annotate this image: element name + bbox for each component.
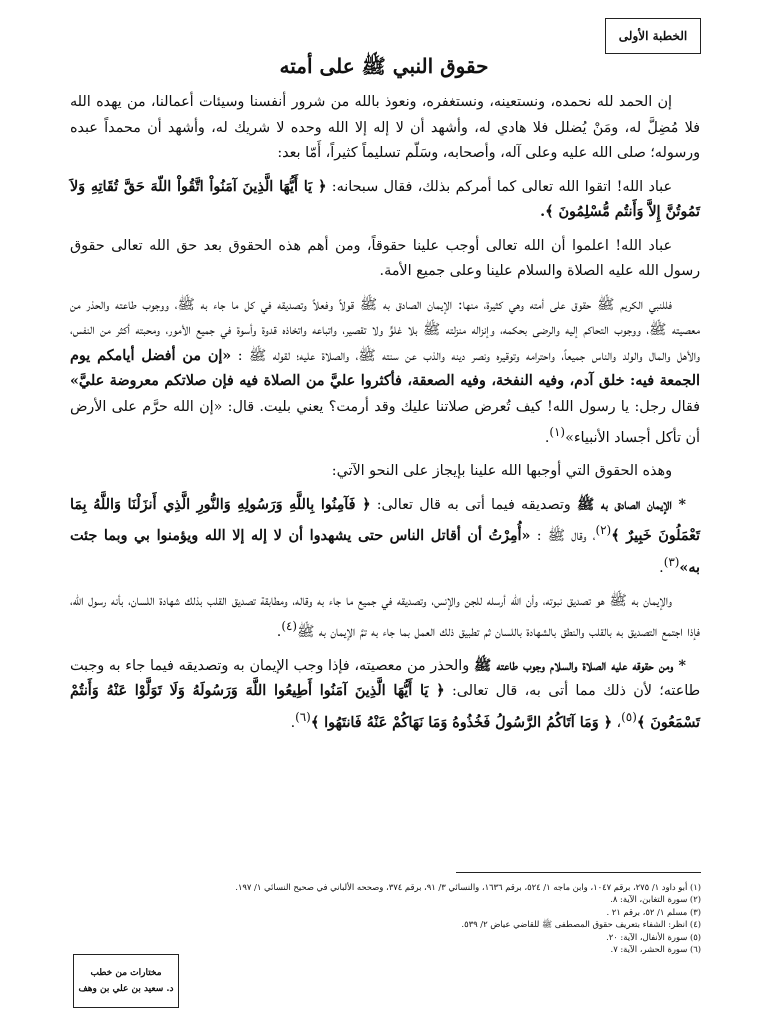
paragraph-obedience: * ومن حقوقه عليه الصلاة والسلام وجوب طاعته ﷺ والحذر من معصيته، فإذا وجب الإيمان به وتصديقه فيما جاء به وجبت طاعته؛ لأن ذلك مما أتى به، قال تعالى: ﴿ يَا أَيُّهَا الَّذِينَ آمَنُوا أَطِيعُوا اللَّهَ وَرَسُولَهُ وَلَا تَوَلَّوْا عَنْهُ وَأَنتُمْ تَسْمَعُونَ ﴾$^{(٥)}$، ﴿ وَمَا آتَاكُمُ الرَّسُولُ فَخُذُوهُ وَمَا نَهَاكُمْ عَنْهُ فَانتَهُوا ﴾$^{(٦)}$. (70, 657, 701, 731)
paragraph-summary: وهذه الحقوق التي أوجبها الله علينا بإيجاز على النحو الآتي: (331, 463, 672, 480)
paragraph-faith: * الإيمان الصادق به ﷺ وتصديقه فيما أتى به قال تعالى: ﴿ فَآمِنُوا بِاللَّهِ وَرَسُولِهِ وَالنُّورِ الَّذِي أَنزَلْنَا وَاللَّهُ بِمَا تَعْمَلُونَ خَبِيرٌ ﴾$^{(٢)}$، وقال ﷺ : «أُمِرْتُ أن أقاتل الناس حتى يشهدوا أن لا إله إلا الله ويؤمنوا بي وبما جئت به»$^{(٣)}$. (70, 496, 701, 576)
footnote: (٦) سورة الحشر، الآية: ٧. (610, 944, 701, 955)
credit-line-1: مختارات من خطب (90, 968, 162, 978)
faith-heading: * الإيمان الصادق به ﷺ (576, 496, 686, 513)
footnote-ref-6: (٦) (295, 709, 311, 724)
footnotes (121, 881, 701, 955)
hadith-friday: «إن من أفضل أيامكم يوم الجمعة فيه: خلق آدم، وفيه النفخة، وفيه الصعقة، فأكثروا عليَّ من الصلاة فيه فإن صلاتكم معروضة عليَّ» (70, 347, 700, 389)
obedience-heading: * ومن حقوقه عليه الصلاة والسلام وجوب طاعته ﷺ (473, 657, 687, 674)
paragraph-opening: إن الحمد لله نحمده، ونستعينه، ونستغفره، ونعوذ بالله من شرور أنفسنا وسيئات أعمالنا، من يهده الله فلا مُضِلَّ له، ومَنْ يُضلل فلا هادي له، وأشهد أن لا إله إلا الله وحده لا شريك له، وأشهد أن محمداً عبده ورسوله؛ صلى الله عليه وعلى آله، وأصحابه، وسَلّم تسليماً كثيراً، أَمّا بعد: (70, 94, 700, 161)
paragraph-taqwa (70, 175, 700, 226)
footnote-ref-1: (١) (549, 425, 566, 439)
quran-verse-anfal: ﴿ يَا أَيُّهَا الَّذِينَ آمَنُوا أَطِيعُوا اللَّهَ وَرَسُولَهُ وَلَا تَوَلَّوْا عَنْهُ وَأَنتُمْ تَسْمَعُونَ ﴾ (70, 683, 700, 731)
page-title: حقوق النبي ﷺ على أمته (279, 54, 489, 78)
footnote: (٣) مسلم ١/ ٥٢، برقم ٢١ . (606, 906, 701, 917)
faith-text: وتصديقه فيما أتى به قال تعالى: (376, 496, 571, 513)
footnote-ref-5: (٥) (621, 709, 637, 724)
credit-box (73, 954, 179, 1008)
faith-text-continuation: ، وقال ﷺ : (536, 528, 596, 545)
quran-verse-hashr: ﴿ وَمَا آتَاكُمُ الرَّسُولُ فَخُذُوهُ وَمَا نَهَاكُمْ عَنْهُ فَانتَهُوا ﴾ (310, 714, 612, 731)
taqwa-intro: عباد الله! اتقوا الله تعالى كما أمركم بذلك، فقال سبحانه: (331, 178, 673, 195)
faith-meaning-text: والإيمان به ﷺ هو تصديق نبوته، وأن الله أرسله للجن والإنس، وتصديقه في جميع ما جاء به وقاله، ومطابقة تصديق القلب بذلك شهادة اللسان، بأنه رسول الله، فإذا اجتمع التصديق به بالقلب والنطق بالشهادة باللسان ثم تطبيق ذلك العمل بما جاء به تمَّ الإيمان به ﷺ (70, 592, 700, 641)
sermon-label: الخطبة الأولى (618, 29, 688, 43)
hadith-umirtu: «أُمِرْتُ أن أقاتل الناس حتى يشهدوا أن لا إله إلا الله ويؤمنوا بي وبما جئت به» (70, 528, 700, 576)
obedience-text: والحذر من معصيته، فإذا وجب الإيمان به وتصديقه فيما جاء به وجبت طاعته؛ لأن ذلك مما أتى به، قال تعالى: (70, 657, 701, 700)
footnote-ref-4: (٤) (281, 619, 298, 634)
footnote: (١) أبو داود ١/ ٢٧٥، برقم ١٠٤٧، وابن ماجه ١/ ٥٢٤، برقم ١٦٣٦، والنسائي ٣/ ٩١، برقم ٣٧٤، وصححه الألباني في صحيح النسائي ١/ ١٩٧. (235, 882, 701, 892)
footnote: (٤) انظر: الشفاء بتعريف حقوق المصطفى ﷺ للقاضي عياض ٢/ ٥٣٩. (461, 919, 701, 930)
footnote-ref-3: (٣) (663, 554, 680, 569)
rights-list-text: فللنبي الكريم ﷺ حقوق على أمته وهي كثيرة، منها: الإيمان الصادق به ﷺ قولاً وفعلاً وتصديقه في كل ما جاء به ﷺ، ووجوب طاعته والحذر من معصيته ﷺ، ووجوب التحاكم إليه والرضى بحكمه، وإنزاله منزلته ﷺ بلا غلوٍّ ولا تقصير، واتباعه واتخاذه قدوة وأسوة في جميع الأمور، ومحبته أكثر من النفس، والأهل والمال والولد والناس جميعاً، واحترامه وتوقيره ونصر دينه والذب عن سنته ﷺ، والصلاة عليه؛ لقوله ﷺ : (70, 296, 701, 364)
footnote: (٥) سورة الأنفال، الآية: ٢٠. (606, 931, 701, 942)
footnote-separator (456, 872, 701, 873)
quran-verse-taqwa: ﴿ يَا أَيُّهَا الَّذِينَ آمَنُواْ اتَّقُواْ اللّهَ حَقَّ تُقَاتِهِ وَلاَ تَمُوتُنَّ إِلاَّ وَأَنتُم مُّسْلِمُونَ ﴾. (70, 178, 700, 220)
paragraph-rights-intro: عباد الله! اعلموا أن الله تعالى أوجب علينا حقوقاً، ومن أهم هذه الحقوق بعد حق الله تعالى حقوق رسول الله عليه الصلاة والسلام علينا وعلى جميع الأمة. (70, 237, 700, 279)
sermon-label-box (605, 18, 701, 54)
footnote: (٢) سورة التغابن، الآية: ٨. (610, 894, 701, 905)
credit-author: د. سعيد بن علي بن وهف (78, 984, 174, 994)
paragraph-rights-list: فللنبي الكريم ﷺ حقوق على أمته وهي كثيرة، منها: الإيمان الصادق به ﷺ قولاً وفعلاً وتصديقه في كل ما جاء به ﷺ، ووجوب طاعته والحذر من معصيته ﷺ، ووجوب التحاكم إليه والرضى بحكمه، وإنزاله منزلته ﷺ بلا غلوٍّ ولا تقصير، واتباعه واتخاذه قدوة وأسوة في جميع الأمور، ومحبته أكثر من النفس، والأهل والمال والولد والناس جميعاً، واحترامه وتوقيره ونصر دينه والذب عن سنته ﷺ، والصلاة عليه؛ لقوله ﷺ : «إن من أفضل أيامكم يوم الجمعة فيه: خلق آدم، وفيه النفخة، وفيه الصعقة، فأكثروا عليَّ من الصلاة فيه فإن صلاتكم معروضة عليَّ» فقال رجل: يا رسول الله! كيف تُعرض صلاتنا عليك وقد أرمت؟ يعني بليت. قال: «إن الله حرَّم على الأرض أن تأكل أجساد الأنبياء»$^{(١)}$. (70, 296, 701, 446)
paragraph-faith-meaning: والإيمان به ﷺ هو تصديق نبوته، وأن الله أرسله للجن والإنس، وتصديقه في جميع ما جاء به وقاله، ومطابقة تصديق القلب بذلك شهادة اللسان، بأنه رسول الله، فإذا اجتمع التصديق به بالقلب والنطق بالشهادة باللسان ثم تطبيق ذلك العمل بما جاء به تمَّ الإيمان به ﷺ$^{(٤)}$. (70, 592, 700, 641)
footnote-ref-2: (٢) (595, 523, 612, 538)
quran-verse-taghabun: ﴿ فَآمِنُوا بِاللَّهِ وَرَسُولِهِ وَالنُّورِ الَّذِي أَنزَلْنَا وَاللَّهُ بِمَا تَعْمَلُونَ خَبِيرٌ ﴾ (70, 496, 701, 545)
rights-list-continuation: فقال رجل: يا رسول الله! كيف تُعرض صلاتنا عليك وقد أرمت؟ يعني بليت. قال: «إن الله حرَّم على الأرض أن تأكل أجساد الأنبياء» (70, 398, 700, 446)
sermon-body (70, 90, 700, 744)
